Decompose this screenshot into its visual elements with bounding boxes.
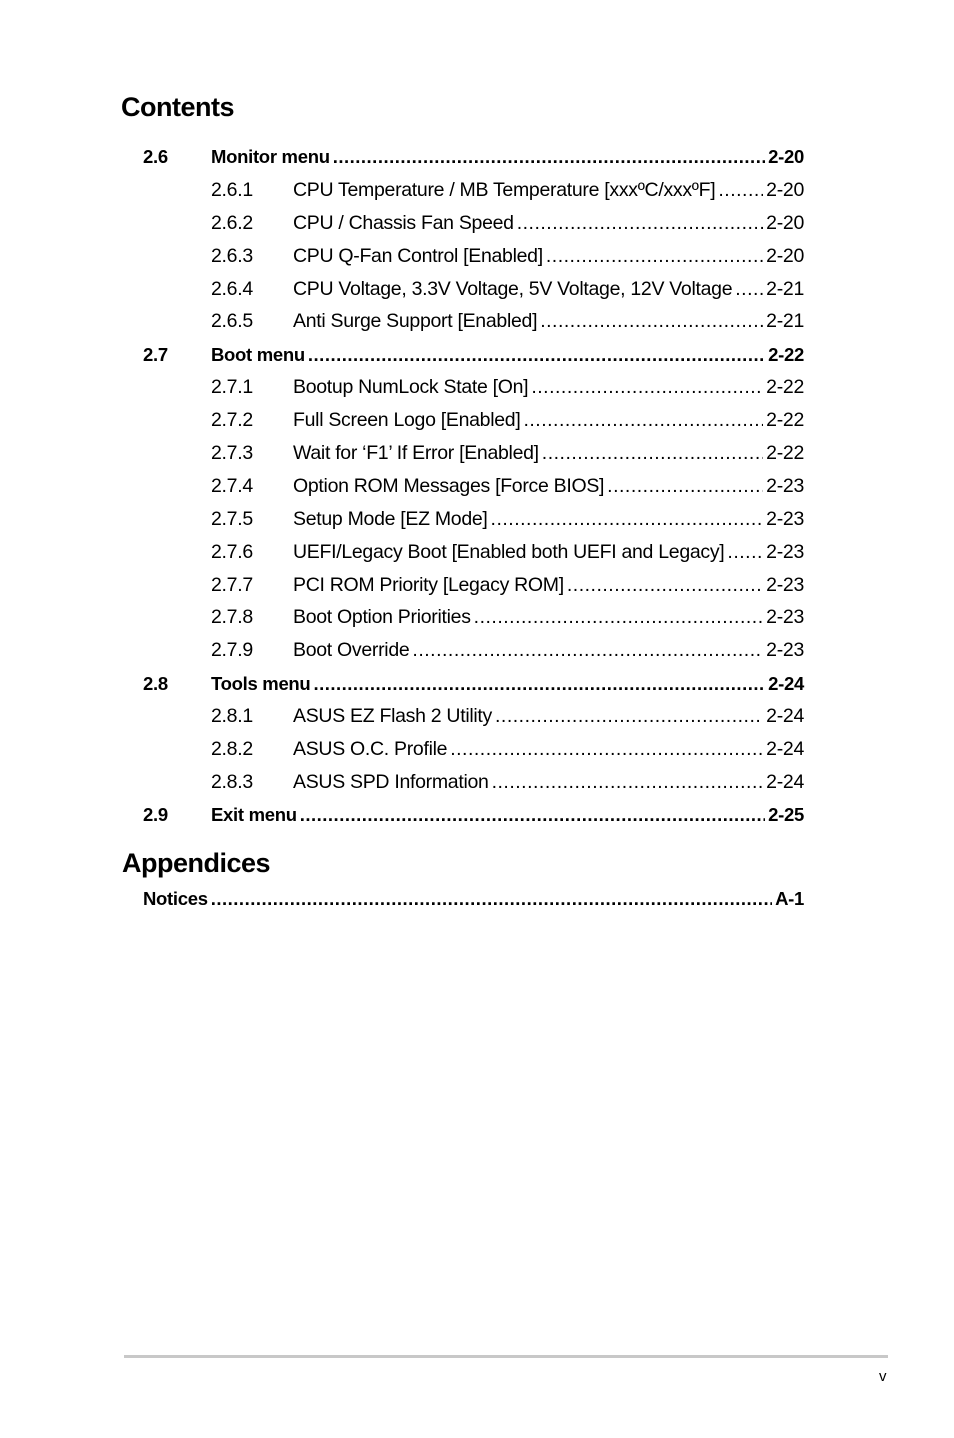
toc-entry-title: CPU Temperature / MB Temperature [xxxºC/xxxºF] <box>293 178 716 201</box>
toc-contents-list <box>143 141 804 832</box>
toc-section-entry[interactable] <box>143 667 804 700</box>
toc-entry-number: 2.7.9 <box>211 639 253 662</box>
toc-entry-number: 2.7.4 <box>211 474 253 497</box>
toc-subsection-entry[interactable] <box>143 536 804 569</box>
toc-entry-title: Boot Option Priorities <box>293 606 471 629</box>
toc-entry-number: 2.8.1 <box>211 705 253 728</box>
toc-entry-number: 2.7.5 <box>211 507 253 530</box>
toc-dot-leader <box>333 146 765 168</box>
toc-entry-number: 2.7.1 <box>211 376 253 399</box>
toc-entry-number: 2.6.2 <box>211 211 253 234</box>
toc-subsection-entry[interactable] <box>143 174 804 207</box>
toc-entry-page: 2-23 <box>766 540 804 563</box>
toc-entry-page: 2-23 <box>766 573 804 596</box>
toc-entry-number: 2.8.3 <box>211 770 253 793</box>
toc-entry-number: 2.6.5 <box>211 310 253 333</box>
toc-entry-number: 2.7.2 <box>211 409 253 432</box>
toc-subsection-entry[interactable] <box>143 305 804 338</box>
appendices-heading: Appendices <box>122 848 271 878</box>
toc-dot-leader <box>540 310 763 333</box>
toc-entry-number: 2.8.2 <box>211 737 253 760</box>
toc-entry-number: 2.8 <box>143 672 168 694</box>
toc-entry-page: 2-24 <box>766 737 804 760</box>
toc-entry-page: 2-20 <box>766 211 804 234</box>
toc-entry-number: 2.6.1 <box>211 178 253 201</box>
toc-dot-leader <box>492 771 764 794</box>
toc-entry-title: Notices <box>143 888 208 910</box>
toc-dot-leader <box>567 574 763 597</box>
toc-dot-leader <box>308 344 765 366</box>
toc-entry-page: 2-20 <box>766 178 804 201</box>
toc-entry-title: ASUS EZ Flash 2 Utility <box>293 705 492 728</box>
toc-entry-page: 2-22 <box>766 441 804 464</box>
toc-subsection-entry[interactable] <box>143 470 804 503</box>
toc-dot-leader <box>313 673 765 695</box>
toc-entry-title: ASUS O.C. Profile <box>293 737 448 760</box>
toc-subsection-entry[interactable] <box>143 601 804 634</box>
toc-subsection-entry[interactable] <box>143 371 804 404</box>
toc-entry-title: Setup Mode [EZ Mode] <box>293 507 488 530</box>
toc-dot-leader <box>718 179 763 202</box>
toc-entry-title: PCI ROM Priority [Legacy ROM] <box>293 573 564 596</box>
toc-entry-page: 2-24 <box>766 705 804 728</box>
toc-dot-leader <box>542 442 763 465</box>
toc-entry-page: 2-23 <box>766 507 804 530</box>
toc-entry-number: 2.6 <box>143 146 168 168</box>
toc-entry-page: 2-20 <box>766 244 804 267</box>
toc-entry-page: 2-22 <box>768 343 804 365</box>
toc-dot-leader <box>491 508 764 531</box>
toc-subsection-entry[interactable] <box>143 437 804 470</box>
toc-subsection-entry[interactable] <box>143 766 804 799</box>
toc-entry-page: 2-23 <box>766 639 804 662</box>
toc-dot-leader <box>523 409 763 432</box>
toc-entry-title: Monitor menu <box>211 146 330 168</box>
toc-entry-number: 2.7.7 <box>211 573 253 596</box>
page-number: v <box>879 1368 887 1385</box>
toc-subsection-entry[interactable] <box>143 569 804 602</box>
toc-appendices-list <box>143 883 804 916</box>
toc-dot-leader <box>727 541 763 564</box>
toc-entry-title: Wait for ‘F1’ If Error [Enabled] <box>293 441 539 464</box>
toc-entry-page: 2-24 <box>766 770 804 793</box>
toc-entry-number: 2.9 <box>143 804 168 826</box>
toc-entry-title: CPU / Chassis Fan Speed <box>293 211 514 234</box>
toc-entry-number: 2.7 <box>143 343 168 365</box>
toc-section-entry[interactable] <box>143 141 804 174</box>
toc-dot-leader <box>474 606 764 629</box>
toc-subsection-entry[interactable] <box>143 404 804 437</box>
toc-entry-page: 2-21 <box>766 277 804 300</box>
toc-entry-page: 2-23 <box>766 606 804 629</box>
toc-entry-page: 2-22 <box>766 409 804 432</box>
toc-entry-title: Option ROM Messages [Force BIOS] <box>293 474 605 497</box>
toc-subsection-entry[interactable] <box>143 503 804 536</box>
toc-dot-leader <box>607 475 763 498</box>
toc-dot-leader <box>531 376 763 399</box>
contents-heading: Contents <box>121 92 234 122</box>
toc-entry-page: 2-20 <box>768 146 804 168</box>
toc-section-entry[interactable] <box>143 799 804 832</box>
toc-subsection-entry[interactable] <box>143 634 804 667</box>
toc-entry-number: 2.6.3 <box>211 244 253 267</box>
toc-entry-number: 2.7.8 <box>211 606 253 629</box>
toc-appendix-entry[interactable] <box>143 883 804 916</box>
toc-entry-title: Bootup NumLock State [On] <box>293 376 529 399</box>
toc-entry-title: Anti Surge Support [Enabled] <box>293 310 538 333</box>
footer-divider <box>124 1355 888 1358</box>
toc-entry-title: CPU Q-Fan Control [Enabled] <box>293 244 543 267</box>
toc-entry-title: Tools menu <box>211 672 311 694</box>
toc-dot-leader <box>211 888 772 910</box>
toc-entry-title: Exit menu <box>211 804 297 826</box>
toc-entry-number: 2.6.4 <box>211 277 253 300</box>
toc-entry-title: UEFI/Legacy Boot [Enabled both UEFI and Legacy] <box>293 540 725 563</box>
toc-entry-page: 2-21 <box>766 310 804 333</box>
toc-subsection-entry[interactable] <box>143 273 804 306</box>
toc-entry-page: 2-23 <box>766 474 804 497</box>
toc-subsection-entry[interactable] <box>143 240 804 273</box>
toc-entry-title: Full Screen Logo [Enabled] <box>293 409 521 432</box>
toc-dot-leader <box>735 278 763 301</box>
toc-entry-page: 2-25 <box>768 804 804 826</box>
toc-subsection-entry[interactable] <box>143 207 804 240</box>
toc-entry-number: 2.7.3 <box>211 441 253 464</box>
toc-dot-leader <box>450 738 763 761</box>
toc-subsection-entry[interactable] <box>143 733 804 766</box>
toc-dot-leader <box>412 639 763 662</box>
toc-entry-title: Boot menu <box>211 343 305 365</box>
toc-entry-page: 2-22 <box>766 376 804 399</box>
toc-dot-leader <box>300 804 765 826</box>
toc-entry-page: A-1 <box>775 888 804 910</box>
toc-dot-leader <box>517 212 763 235</box>
toc-entry-title: ASUS SPD Information <box>293 770 489 793</box>
toc-entry-title: Boot Override <box>293 639 410 662</box>
toc-section-entry[interactable] <box>143 338 804 371</box>
toc-entry-page: 2-24 <box>768 672 804 694</box>
toc-entry-number: 2.7.6 <box>211 540 253 563</box>
toc-entry-title: CPU Voltage, 3.3V Voltage, 5V Voltage, 12V Voltage <box>293 277 733 300</box>
toc-dot-leader <box>546 245 763 268</box>
toc-subsection-entry[interactable] <box>143 700 804 733</box>
toc-dot-leader <box>495 705 763 728</box>
